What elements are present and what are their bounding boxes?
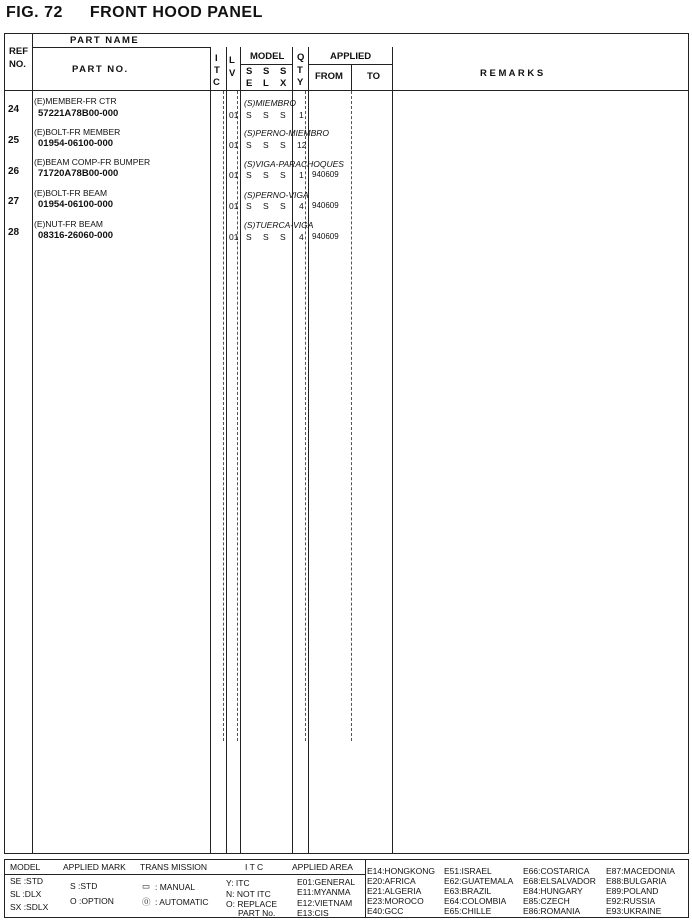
model-sl: S xyxy=(263,140,269,150)
figure-name: FRONT HOOD PANEL xyxy=(89,4,263,21)
col-line-to xyxy=(351,64,352,90)
itc-code: 01 xyxy=(229,232,239,242)
figure-label: FIG. xyxy=(6,4,40,21)
area-item: E23:MOROCO xyxy=(367,896,424,906)
header-model-3a: S xyxy=(280,66,287,77)
col-line-itc xyxy=(210,47,211,854)
header-model-1b: E xyxy=(246,78,253,89)
dash-line xyxy=(351,91,352,741)
itc-code: 01 xyxy=(229,201,239,211)
itc-code: 01 xyxy=(229,110,239,120)
header-part-no: PART NO. xyxy=(72,64,129,75)
header-model-1a: S xyxy=(246,66,253,77)
part-name: (E)NUT-FR BEAM xyxy=(34,219,103,229)
part-number: 57221A78B00-000 xyxy=(38,108,119,119)
col-line-model xyxy=(240,47,241,854)
spanish-name: (S)TUERCA-VIGA xyxy=(244,220,314,230)
spanish-name: (S)PERNO-MIEMBRO xyxy=(244,128,329,138)
applied-from: 940609 xyxy=(312,201,339,210)
part-number: 01954-06100-000 xyxy=(38,199,114,210)
model-sx: S xyxy=(280,201,286,211)
legend-transmission-header: TRANS MISSION xyxy=(140,862,208,872)
header-from: FROM xyxy=(315,71,343,82)
header-model-2a: S xyxy=(263,66,270,77)
legend-header-line xyxy=(5,874,365,875)
area-item: E87:MACEDONIA xyxy=(606,866,675,876)
model-sx: S xyxy=(280,170,286,180)
header-no: NO. xyxy=(9,59,26,70)
area-item: E65:CHILLE xyxy=(444,906,492,916)
applied-divider xyxy=(308,64,392,65)
area-item: E21:ALGERIA xyxy=(367,886,422,896)
legend-itc-header: I T C xyxy=(245,862,264,872)
model-sl: S xyxy=(263,232,269,242)
ref-number: 24 xyxy=(8,104,20,115)
header-itc-t: T xyxy=(214,65,220,76)
col-line-lv xyxy=(226,47,227,854)
part-number: 01954-06100-000 xyxy=(38,138,114,149)
area-item: E93:UKRAINE xyxy=(606,906,662,916)
header-remarks: R E M A R K S xyxy=(480,68,544,79)
quantity: 1 xyxy=(299,110,304,120)
part-number: 71720A78B00-000 xyxy=(38,168,119,179)
legend-divider xyxy=(365,860,366,917)
itc-code: 01 xyxy=(229,170,239,180)
automatic-symbol-icon: ⓪ xyxy=(142,897,151,907)
part-name: (E)BEAM COMP-FR BUMPER xyxy=(34,157,151,167)
part-number: 08316-26060-000 xyxy=(38,230,114,241)
area-item: E68:ELSALVADOR xyxy=(523,876,596,886)
legend-itc-item: Y: ITC xyxy=(226,878,250,888)
dash-line xyxy=(237,91,238,741)
model-sx: S xyxy=(280,140,286,150)
area-item: E12:VIETNAM xyxy=(297,898,353,908)
header-to: TO xyxy=(367,71,381,82)
dash-line xyxy=(305,91,306,741)
part-name: (E)BOLT-FR BEAM xyxy=(34,188,108,198)
itc-code: 01 xyxy=(229,140,239,150)
legend-model-header: MODEL xyxy=(10,862,41,872)
header-qty-t: T xyxy=(297,65,303,76)
header-model-3b: X xyxy=(280,78,287,89)
header-itc-i: I xyxy=(215,53,218,64)
area-item: E01:GENERAL xyxy=(297,877,356,887)
header-qty-q: Q xyxy=(297,52,305,63)
model-sl: S xyxy=(263,170,269,180)
area-item: E62:GUATEMALA xyxy=(444,876,514,886)
col-line-remarks xyxy=(392,47,393,854)
legend-trans-item: : AUTOMATIC xyxy=(155,897,209,907)
manual-symbol-icon: ▭ xyxy=(142,881,151,891)
ref-number: 26 xyxy=(8,166,20,177)
header-ref: REF xyxy=(9,46,28,57)
col-line-ref xyxy=(32,34,33,854)
header-divider xyxy=(32,47,210,48)
quantity: 4 xyxy=(299,201,304,211)
applied-from: 940609 xyxy=(312,232,339,241)
area-item: E66:COSTARICA xyxy=(523,866,590,876)
area-item: E88:BULGARIA xyxy=(606,876,667,886)
ref-number: 28 xyxy=(8,227,20,238)
spanish-name: (S)PERNO-VIGA xyxy=(244,190,309,200)
area-item: E13:CIS xyxy=(297,908,329,918)
quantity: 1 xyxy=(299,170,304,180)
legend-model-item: SE :STD xyxy=(10,876,44,886)
quantity: 4 xyxy=(299,232,304,242)
model-divider xyxy=(240,64,292,65)
area-item: E14:HONGKONG xyxy=(367,866,436,876)
area-item: E86:ROMANIA xyxy=(523,906,581,916)
model-se: S xyxy=(246,201,252,211)
legend-applied-mark-header: APPLIED MARK xyxy=(63,862,126,872)
part-name: (E)MEMBER-FR CTR xyxy=(34,96,117,106)
legend-itc-item: PART No. xyxy=(238,908,276,918)
area-item: E89:POLAND xyxy=(606,886,659,896)
figure-title xyxy=(6,4,263,22)
model-sx: S xyxy=(280,232,286,242)
applied-from: 940609 xyxy=(312,170,339,179)
area-item: E85:CZECH xyxy=(523,896,570,906)
dash-line xyxy=(223,91,224,741)
header-applied: APPLIED xyxy=(330,51,372,62)
quantity: 12 xyxy=(297,140,307,150)
model-sl: S xyxy=(263,201,269,211)
spanish-name: (S)VIGA-PARACHOQUES xyxy=(244,159,344,169)
spanish-name: (S)MIEMBRO xyxy=(244,98,296,108)
header-model: MODEL xyxy=(250,51,285,62)
model-se: S xyxy=(246,232,252,242)
area-item: E84:HUNGARY xyxy=(523,886,583,896)
model-sx: S xyxy=(280,110,286,120)
area-item: E64:COLOMBIA xyxy=(444,896,507,906)
legend-mark-item: S :STD xyxy=(70,881,98,891)
header-bottom-line xyxy=(5,90,688,91)
legend-applied-area-header: APPLIED AREA xyxy=(292,862,353,872)
area-item: E92:RUSSIA xyxy=(606,896,656,906)
model-se: S xyxy=(246,110,252,120)
area-item: E11:MYANMA xyxy=(297,887,351,897)
area-item: E63:BRAZIL xyxy=(444,886,492,896)
header-lv-l: L xyxy=(229,55,235,66)
area-item: E40:GCC xyxy=(367,906,404,916)
area-item: E51:ISRAEL xyxy=(444,866,492,876)
header-model-2b: L xyxy=(263,78,269,89)
model-sl: S xyxy=(263,110,269,120)
model-se: S xyxy=(246,170,252,180)
header-lv-v: V xyxy=(229,68,236,79)
header-itc-c: C xyxy=(213,77,220,88)
legend-itc-item: O: REPLACE xyxy=(226,899,278,909)
legend-trans-item: : MANUAL xyxy=(155,882,196,892)
header-qty-y: Y xyxy=(297,77,304,88)
header-part-name: PART NAME xyxy=(70,35,140,46)
model-se: S xyxy=(246,140,252,150)
ref-number: 27 xyxy=(8,196,20,207)
figure-number: 72 xyxy=(44,4,63,21)
legend-model-item: SL :DLX xyxy=(10,889,42,899)
part-name: (E)BOLT-FR MEMBER xyxy=(34,127,121,137)
area-item: E20:AFRICA xyxy=(367,876,416,886)
legend-itc-item: N: NOT ITC xyxy=(226,889,271,899)
legend-mark-item: O :OPTION xyxy=(70,896,114,906)
legend-model-item: SX :SDLX xyxy=(10,902,49,912)
ref-number: 25 xyxy=(8,135,20,146)
